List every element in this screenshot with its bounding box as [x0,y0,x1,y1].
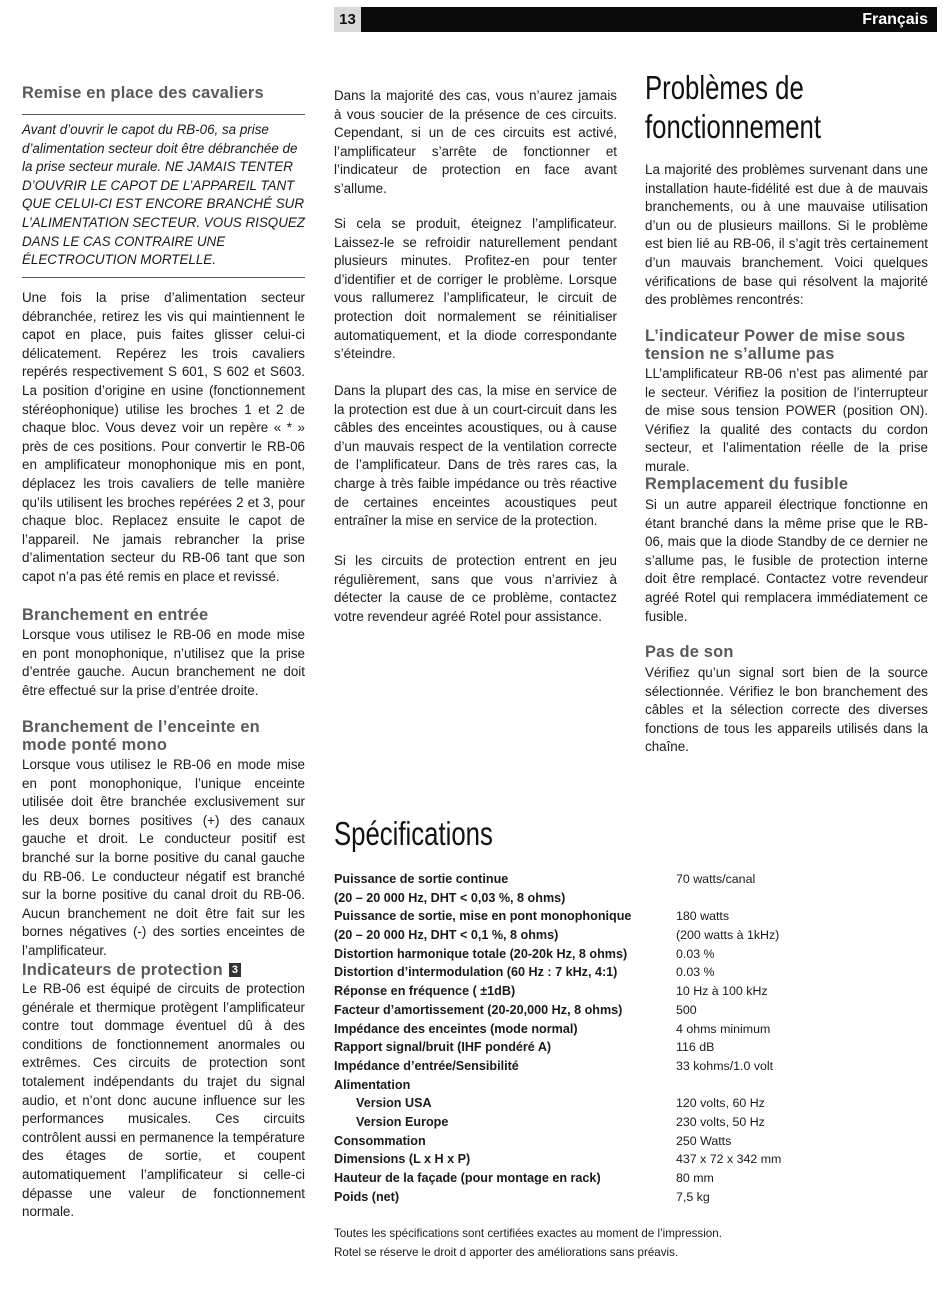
spec-label: Puissance de sortie, mise en pont monophonique [334,909,632,924]
footnote-line-2: Rotel se réserve le droit d apporter des améliorations sans préavis. [334,1246,679,1259]
spec-table [334,870,934,1206]
heading-entree: Branchement en entrée [22,606,209,624]
spec-row [334,1150,934,1169]
spec-label: Impédance d’entrée/Sensibilité [334,1058,519,1073]
spec-row [334,1113,934,1132]
paragraph-mid-4: Si les circuits de protection entrent en jeu régulièrement, sans que vous n’arriviez à détecter la cause de ce problème, contactez votre revendeur agréé Rotel pour assistance. [334,553,617,624]
paragraph-enceinte: Lorsque vous utilisez le RB-06 en mode mise en pont monophonique, l’unique enceinte utilisée doit être branchée exclusivement sur les deux bornes positives (+) des canaux gauche et droit. Le conducteur positif est branché sur la borne positive du canal gauche du RB-06. Le conducteur négatif est branché sur la borne positive du canal droit du RB-06. Aucun branchement ne doit être fait sur les bornes négatives (-) des sorties enceintes de l’amplificateur. [22,757,305,958]
heading-protection-text: Indicateurs de protection [22,961,223,979]
paragraph-mid-3: Dans la plupart des cas, la mise en service de la protection est due à un court-circuit dans les câbles des enceintes acoustiques, ou à cause d’un mauvais respect de la ventilation correcte de l’amplificateur. Dans de très rares cas, la charge à très faible impédance ou très réactive de certaines enceintes acoustiques peut entraîner la mise en service de la protection. [334,383,617,529]
spec-value: 80 mm [676,1171,714,1185]
spec-value: 500 [676,1002,697,1017]
spec-value: 33 kohms/1.0 volt [676,1058,774,1073]
paragraph-cavaliers: Une fois la prise d’alimentation secteur débranchée, retirez les vis qui maintiennent le capot en place, puis faites glisser celui-ci délicatement. Repérez les trois cavaliers repérés respectivement S 601, S 602 et S603. La position d’origine en usine (fonctionnement stéréophonique) utilise les broches 1 et 2 de chaque bloc. Vous devez voir un repère « * » près de ces positions. Pour convertir le RB-06 en amplificateur monophonique mis en pont, déplacez les trois cavaliers de telle manière qu’ils utilisent les broches repérées 2 et 3, pour chaque bloc. Replacez ensuite le capot de l’appareil. Ne jamais rebrancher la prise d’alimentation secteur du RB-06 tant que son capot n’a pas été remis en place et revissé. [22,290,305,584]
spec-value: 10 Hz à 100 kHz [676,984,768,999]
figure-badge: 3 [229,963,241,977]
spec-row [334,1169,934,1188]
spec-label: Version Europe [356,1114,449,1129]
spec-value: 120 volts, 60 Hz [676,1096,765,1111]
language-label: Français [862,11,928,28]
paragraph-mid-2: Si cela se produit, éteignez l’amplificateur. Laissez-le se refroidir naturellement pendant plusieurs minutes. Profitez-en pour tenter d’identifier et de corriger le problème. Lorsque vous rallumerez l’amplificateur, le circuit de protection doit normalement se réinitialiser automatiquement, et la diode correspondante s’éteindre. [334,216,617,362]
spec-label: Consommation [334,1133,426,1148]
rule-bottom [22,277,305,278]
spec-label: (20 – 20 000 Hz, DHT < 0,03 %, 8 ohms) [334,890,566,905]
spec-value: 230 volts, 50 Hz [676,1114,765,1129]
spec-label: Réponse en fréquence ( ±1dB) [334,984,516,999]
spec-value: 70 watts/canal [676,872,756,886]
paragraph-entree: Lorsque vous utilisez le RB-06 en mode mise en pont monophonique, n’utilisez que la prise d’entrée gauche. Aucun branchement ne doit être effectué sur la prise d’entrée droite. [22,627,305,698]
spec-label: Impédance des enceintes (mode normal) [334,1021,578,1036]
spec-label: Puissance de sortie continue [334,872,509,886]
spec-value: (200 watts à 1kHz) [676,928,780,943]
footnote [334,1224,722,1262]
spec-row [334,963,934,982]
spec-row [334,1094,934,1113]
paragraph-power: LL’amplificateur RB-06 n’est pas alimenté par le secteur. Vérifiez la position de l’interrupteur de mise sous tension POWER (position ON). Vérifiez la qualité des contacts du cordon secteur, et l’alimentation réelle de la prise murale. [645,366,928,474]
page-number: 13 [334,7,361,32]
spec-row [334,1038,934,1057]
spec-label: Rapport signal/bruit (IHF pondéré A) [334,1040,552,1055]
spec-row [334,982,934,1001]
heading-son: Pas de son [645,643,734,661]
spec-row [334,1132,934,1151]
spec-label: Distortion harmonique totale (20-20k Hz, 8 ohms) [334,946,628,961]
spec-value: 180 watts [676,909,730,924]
spec-label: Dimensions (L x H x P) [334,1152,471,1167]
spec-row [334,926,934,945]
footnote-line-1: Toutes les spécifications sont certifiées exactes au moment de l’impression. [334,1227,722,1240]
spec-label: Facteur d’amortissement (20-20,000 Hz, 8 ohms) [334,1002,623,1017]
heading-protection [22,961,305,979]
spec-row [334,1188,934,1207]
spec-label: Alimentation [334,1077,411,1092]
spec-row [334,889,934,908]
spec-row [334,870,934,889]
heading-fusible: Remplacement du fusible [645,475,849,493]
spec-value: 0.03 % [676,946,715,961]
spec-value: 0.03 % [676,965,715,980]
title-problemes: Problèmes de fonctionnement [645,69,822,145]
spec-value: 7,5 kg [676,1189,710,1204]
warning-text: Avant d’ouvrir le capot du RB-06, sa prise d’alimentation secteur doit être débranchée de la prise secteur murale. NE JAMAIS TENTER D’OUVRIR LE CAPOT DE L’APPAREIL TANT QUE CELUI-CI EST ENCORE BRANCHÉ SUR L’ALIMENTATION SECTEUR. VOUS RISQUEZ DANS LE CAS CONTRAIRE UNE ÉLECTROCUTION MORTELLE. [22,122,305,268]
heading-enceinte: Branchement de l’enceinte en mode ponté mono [22,718,260,754]
spec-row [334,1057,934,1076]
spec-label: Poids (net) [334,1189,400,1204]
spec-label: (20 – 20 000 Hz, DHT < 0,1 %, 8 ohms) [334,928,559,943]
paragraph-son: Vérifiez qu’un signal sort bien de la source sélectionnée. Vérifiez le bon branchement des câbles et la sélection correcte des diverses fonctions de tous les appareils utilisés dans la chaîne. [645,665,928,755]
paragraph-fusible: Si un autre appareil électrique fonctionne en étant branché dans la même prise que le RB-06, mais que la diode Standby de ce dernier ne s’allume pas, le fusible de protection interne doit être remplacé. Contactez votre revendeur agréé Rotel qui remplacera immédiatement ce fusible. [645,497,928,624]
heading-cavaliers: Remise en place des cavaliers [22,84,264,102]
spec-label: Distortion d’intermodulation (60 Hz : 7 kHz, 4:1) [334,965,618,980]
spec-label: Hauteur de la façade (pour montage en rack) [334,1171,601,1185]
spec-value: 116 dB [676,1040,715,1055]
heading-power: L’indicateur Power de mise sous tension ne s’allume pas [645,327,906,363]
spec-row [334,907,934,926]
spec-row [334,1020,934,1039]
header-bar [334,7,937,32]
spec-row [334,1001,934,1020]
spec-row [334,945,934,964]
spec-value: 437 x 72 x 342 mm [676,1152,782,1167]
paragraph-mid-1: Dans la majorité des cas, vous n’aurez jamais à vous soucier de la présence de ces circuits. Cependant, si un de ces circuits est activé, l’amplificateur s’arrête de fonctionner et l’indicateur de protection en face avant s’allume. [334,88,617,196]
spec-label: Version USA [356,1096,432,1111]
title-specifications: Spécifications [334,815,493,852]
spec-value: 250 Watts [676,1133,732,1148]
paragraph-intro: La majorité des problèmes survenant dans une installation haute-fidélité est due à de mauvais branchements, ou à une mauvaise utilisation d’un ou de plusieurs maillons. Si le problème est bien lié au RB-06, il s’agit très certainement d’un mauvais branchement. Voici quelques vérifications de base qui résolvent la majorité des problèmes rencontrés: [645,162,928,308]
rule-top [22,114,305,115]
spec-row [334,1076,934,1095]
spec-value: 4 ohms minimum [676,1021,771,1036]
paragraph-protection: Le RB-06 est équipé de circuits de protection générale et thermique protègent l’amplificateur contre tout dommage éventuel dû à des conditions de fonctionnement anormales ou extrêmes. Ces circuits de protection sont totalement indépendants du trajet du signal audio, et n’ont donc aucune influence sur les performances musicales. Ces circuits contrôlent aussi en permanence la température des étages de sortie, et coupent automatiquement l’amplificateur si celle-ci dépasse une valeur de fonctionnement normale. [22,981,305,1220]
